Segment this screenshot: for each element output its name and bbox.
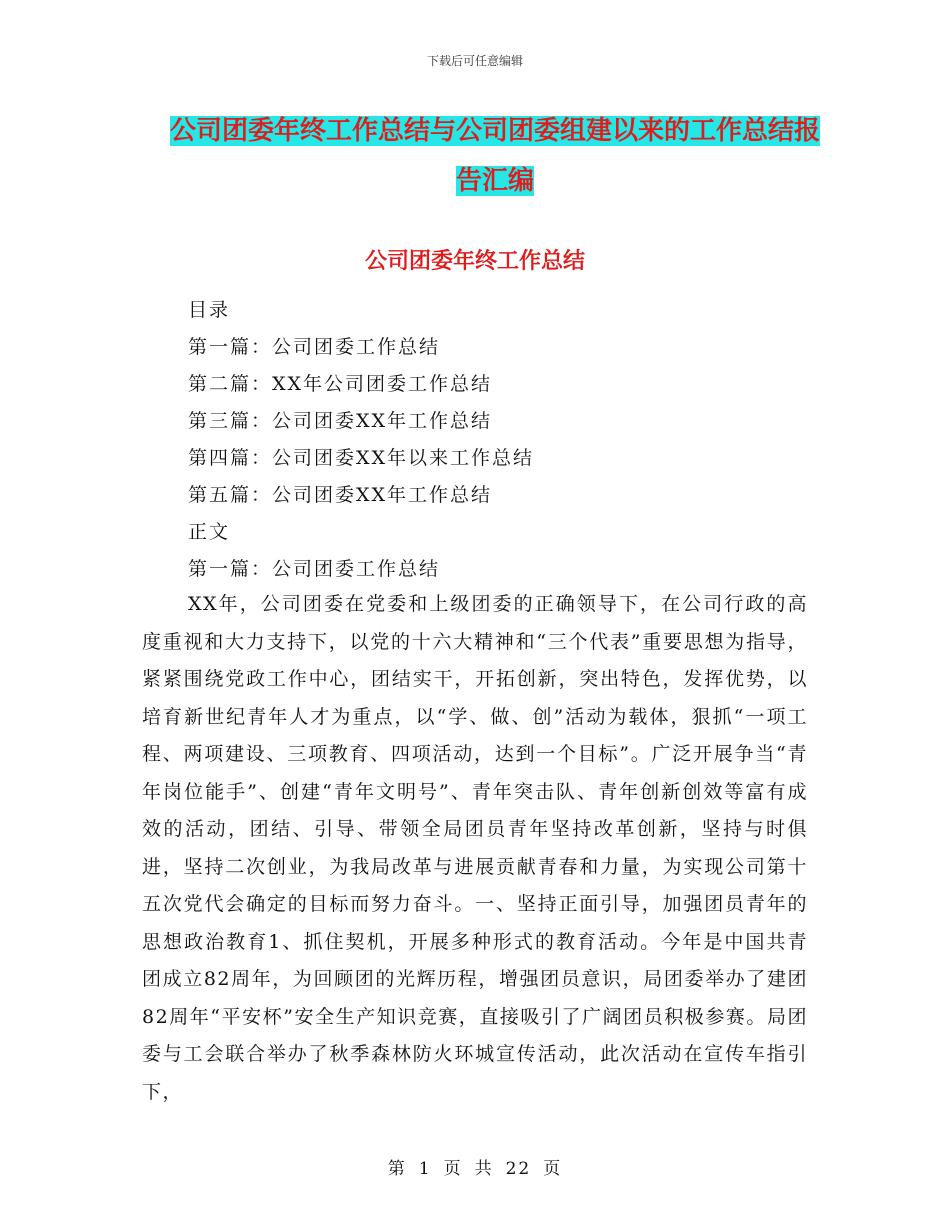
footer-total-prefix: 共 bbox=[474, 1159, 494, 1179]
footer-page-unit: 页 bbox=[443, 1159, 463, 1179]
table-of-contents bbox=[188, 292, 808, 588]
toc-item: 第一篇：公司团委工作总结 bbox=[188, 558, 441, 580]
footer-prefix: 第 bbox=[387, 1159, 407, 1179]
toc-item: 正文 bbox=[188, 521, 231, 543]
header-note: 下载后可任意编辑 bbox=[426, 54, 523, 68]
toc-item: 第四篇：公司团委XX年以来工作总结 bbox=[188, 447, 535, 469]
toc-item: 第二篇：XX年公司团委工作总结 bbox=[188, 373, 493, 395]
footer-page-number: 1 bbox=[418, 1159, 432, 1179]
main-title-text: 公司团委年终工作总结与公司团委组建以来的工作总结报告汇编 bbox=[170, 116, 821, 196]
main-title bbox=[170, 106, 820, 206]
footer-total-unit: 页 bbox=[543, 1159, 563, 1179]
section-title: 公司团委年终工作总结 bbox=[364, 249, 585, 274]
toc-item: 第一篇：公司团委工作总结 bbox=[188, 336, 441, 358]
toc-item: 第五篇：公司团委XX年工作总结 bbox=[188, 484, 493, 506]
body-paragraph: XX年，公司团委在党委和上级团委的正确领导下，在公司行政的高度重视和大力支持下，以党的十六大精神和“三个代表”重要思想为指导，紧紧围绕党政工作中心，团结实干，开拓创新，突出特色，发挥优势，以培育新世纪青年人才为重点，以“学、做、创”活动为载体，狠抓“一项工程、两项建设、三项教育、四项活动，达到一个目标”。广泛开展争当“青年岗位能手”、创建“青年文明号”、青年突击队、青年创新创效等富有成效的活动，团结、引导、带领全局团员青年坚持改革创新，坚持与时俱进，坚持二次创业，为我局改革与进展贡献青春和力量，为实现公司第十五次党代会确定的目标而努力奋斗。一、坚持正面引导，加强团员青年的思想政治教育1、抓住契机，开展多种形式的教育活动。今年是中国共青团成立82周年，为回顾团的光辉历程，增强团员意识，局团委举办了建团82周年“平安杯”安全生产知识竞赛，直接吸引了广阔团员积极参赛。局团委与工会联合举办了秋季森林防火环城宣传活动，此次活动在宣传车指引下， bbox=[142, 593, 808, 1103]
toc-item: 目录 bbox=[188, 299, 231, 321]
page-footer bbox=[0, 1154, 950, 1179]
footer-total-pages: 22 bbox=[505, 1159, 532, 1179]
toc-item: 第三篇：公司团委XX年工作总结 bbox=[188, 410, 493, 432]
